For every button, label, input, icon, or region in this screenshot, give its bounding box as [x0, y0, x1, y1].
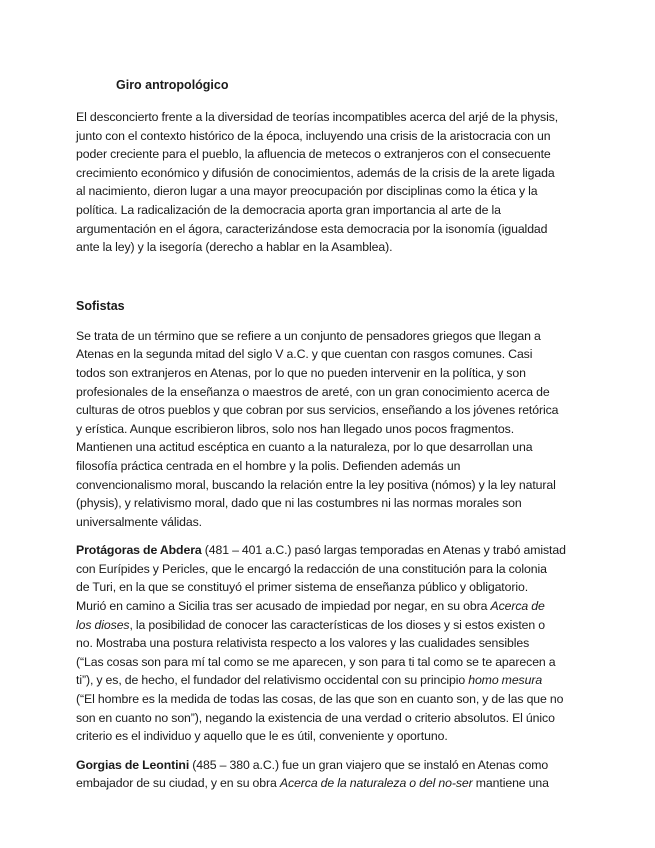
paragraph-giro-antropologico: [76, 108, 576, 257]
text-line: convencionalismo moral, buscando la relación entre la ley positiva (nómos) y la ley natural: [76, 477, 556, 492]
person-name-protagoras: Protágoras de Abdera: [76, 543, 202, 558]
text-line: ante la ley) y la isegoría (derecho a hablar en la Asamblea).: [76, 240, 393, 255]
text-line: (“El hombre es la medida de todas las cosas, de las que son en cuanto son, y de las que no: [76, 692, 564, 707]
text-line: Atenas en la segunda mitad del siglo V a.C. y que cuentan con rasgos comunes. Casi: [76, 347, 533, 362]
section-title-sofistas: Sofistas: [76, 298, 125, 313]
person-name-gorgias: Gorgias de Leontini: [76, 757, 190, 772]
text-line: culturas de otros pueblos y que cobran por sus servicios, enseñando a los jóvenes retórica: [76, 403, 559, 418]
text-line: ti”), y es, de hecho, el fundador del relativismo occidental con su principio homo mesura: [76, 673, 543, 688]
text-line: al nacimiento, dieron lugar a una mayor preocupación por disciplinas como la ética y la: [76, 184, 538, 199]
text-line: no. Mostraba una postura relativista respecto a los valores y las cualidades sensibles: [76, 636, 530, 651]
work-title: los dioses: [76, 617, 130, 632]
text-line: (“Las cosas son para mí tal como se me aparecen, y son para ti tal como se te aparecen a: [76, 654, 556, 669]
text-line: Mantienen una actitud escéptica en cuanto a la naturaleza, por lo que desarrollan una: [76, 440, 533, 455]
text-line: Protágoras de Abdera (481 – 401 a.C.) pasó largas temporadas en Atenas y trabó amistad: [76, 543, 566, 558]
paragraph-protagoras: [76, 541, 576, 746]
text-line: y erística. Aunque escribieron libros, solo nos han llegado unos pocos fragmentos.: [76, 421, 515, 436]
document-page: [76, 76, 576, 803]
text-line: de Turi, en la que se constituyó el primer sistema de enseñanza público y obligatorio.: [76, 580, 529, 595]
paragraph-sofistas-intro: [76, 327, 576, 532]
text-line: universalmente válidas.: [76, 514, 202, 529]
paragraph-gorgias: [76, 756, 576, 793]
text-line: Se trata de un término que se refiere a un conjunto de pensadores griegos que llegan a: [76, 328, 541, 343]
text-line: criterio es el individuo y aquello que le es útil, conveniente y oportuno.: [76, 729, 448, 744]
principle-term: homo mesura: [468, 673, 543, 688]
text-line: política. La radicalización de la democracia aporta gran importancia al arte de la: [76, 202, 501, 217]
text-line: filosofía práctica centrada en el hombre y la polis. Defienden además un: [76, 458, 461, 473]
text-line: El desconcierto frente a la diversidad de teorías incompatibles acerca del arjé de la physis,: [76, 110, 559, 124]
text-line: crecimiento económico y difusión de conocimientos, además de la crisis de la arete ligada: [76, 165, 555, 180]
text-line: embajador de su ciudad, y en su obra Acerca de la naturaleza o del no-ser mantiene una: [76, 776, 549, 791]
text-line: Murió en camino a Sicilia tras ser acusado de impiedad por negar, en su obra Acerca de: [76, 599, 545, 614]
text-line: argumentación en el ágora, caracterizándose esta democracia por la isonomía (igualdad: [76, 221, 548, 236]
text-line: (physis), y relativismo moral, dado que ni las costumbres ni las normas morales son: [76, 496, 522, 511]
text-line: son en cuanto no son”), negando la existencia de una verdad o criterio absolutos. El único: [76, 710, 555, 725]
text-line: todos son extranjeros en Atenas, por lo que no pueden intervenir en la política, y son: [76, 365, 526, 380]
text-line: junto con el contexto histórico de la época, incluyendo una crisis de la aristocracia con un: [76, 128, 551, 143]
text-line: Gorgias de Leontini (485 – 380 a.C.) fue un gran viajero que se instaló en Atenas como: [76, 757, 549, 772]
text-line: los dioses, la posibilidad de conocer las características de los dioses y si estos existen o: [76, 617, 545, 632]
text-line: poder creciente para el pueblo, la afluencia de metecos o extranjeros con el consecuente: [76, 147, 551, 162]
text-line: profesionales de la enseñanza o maestros de areté, con un gran conocimiento acerca de: [76, 384, 550, 399]
section-title-giro-antropologico: Giro antropológico: [116, 78, 229, 92]
text-line: con Eurípides y Pericles, que le encargó la redacción de una constitución para la colonia: [76, 561, 547, 576]
work-title: Acerca de: [490, 599, 545, 614]
spacer: [76, 267, 576, 297]
work-title: Acerca de la naturaleza o del no-ser: [279, 776, 473, 791]
